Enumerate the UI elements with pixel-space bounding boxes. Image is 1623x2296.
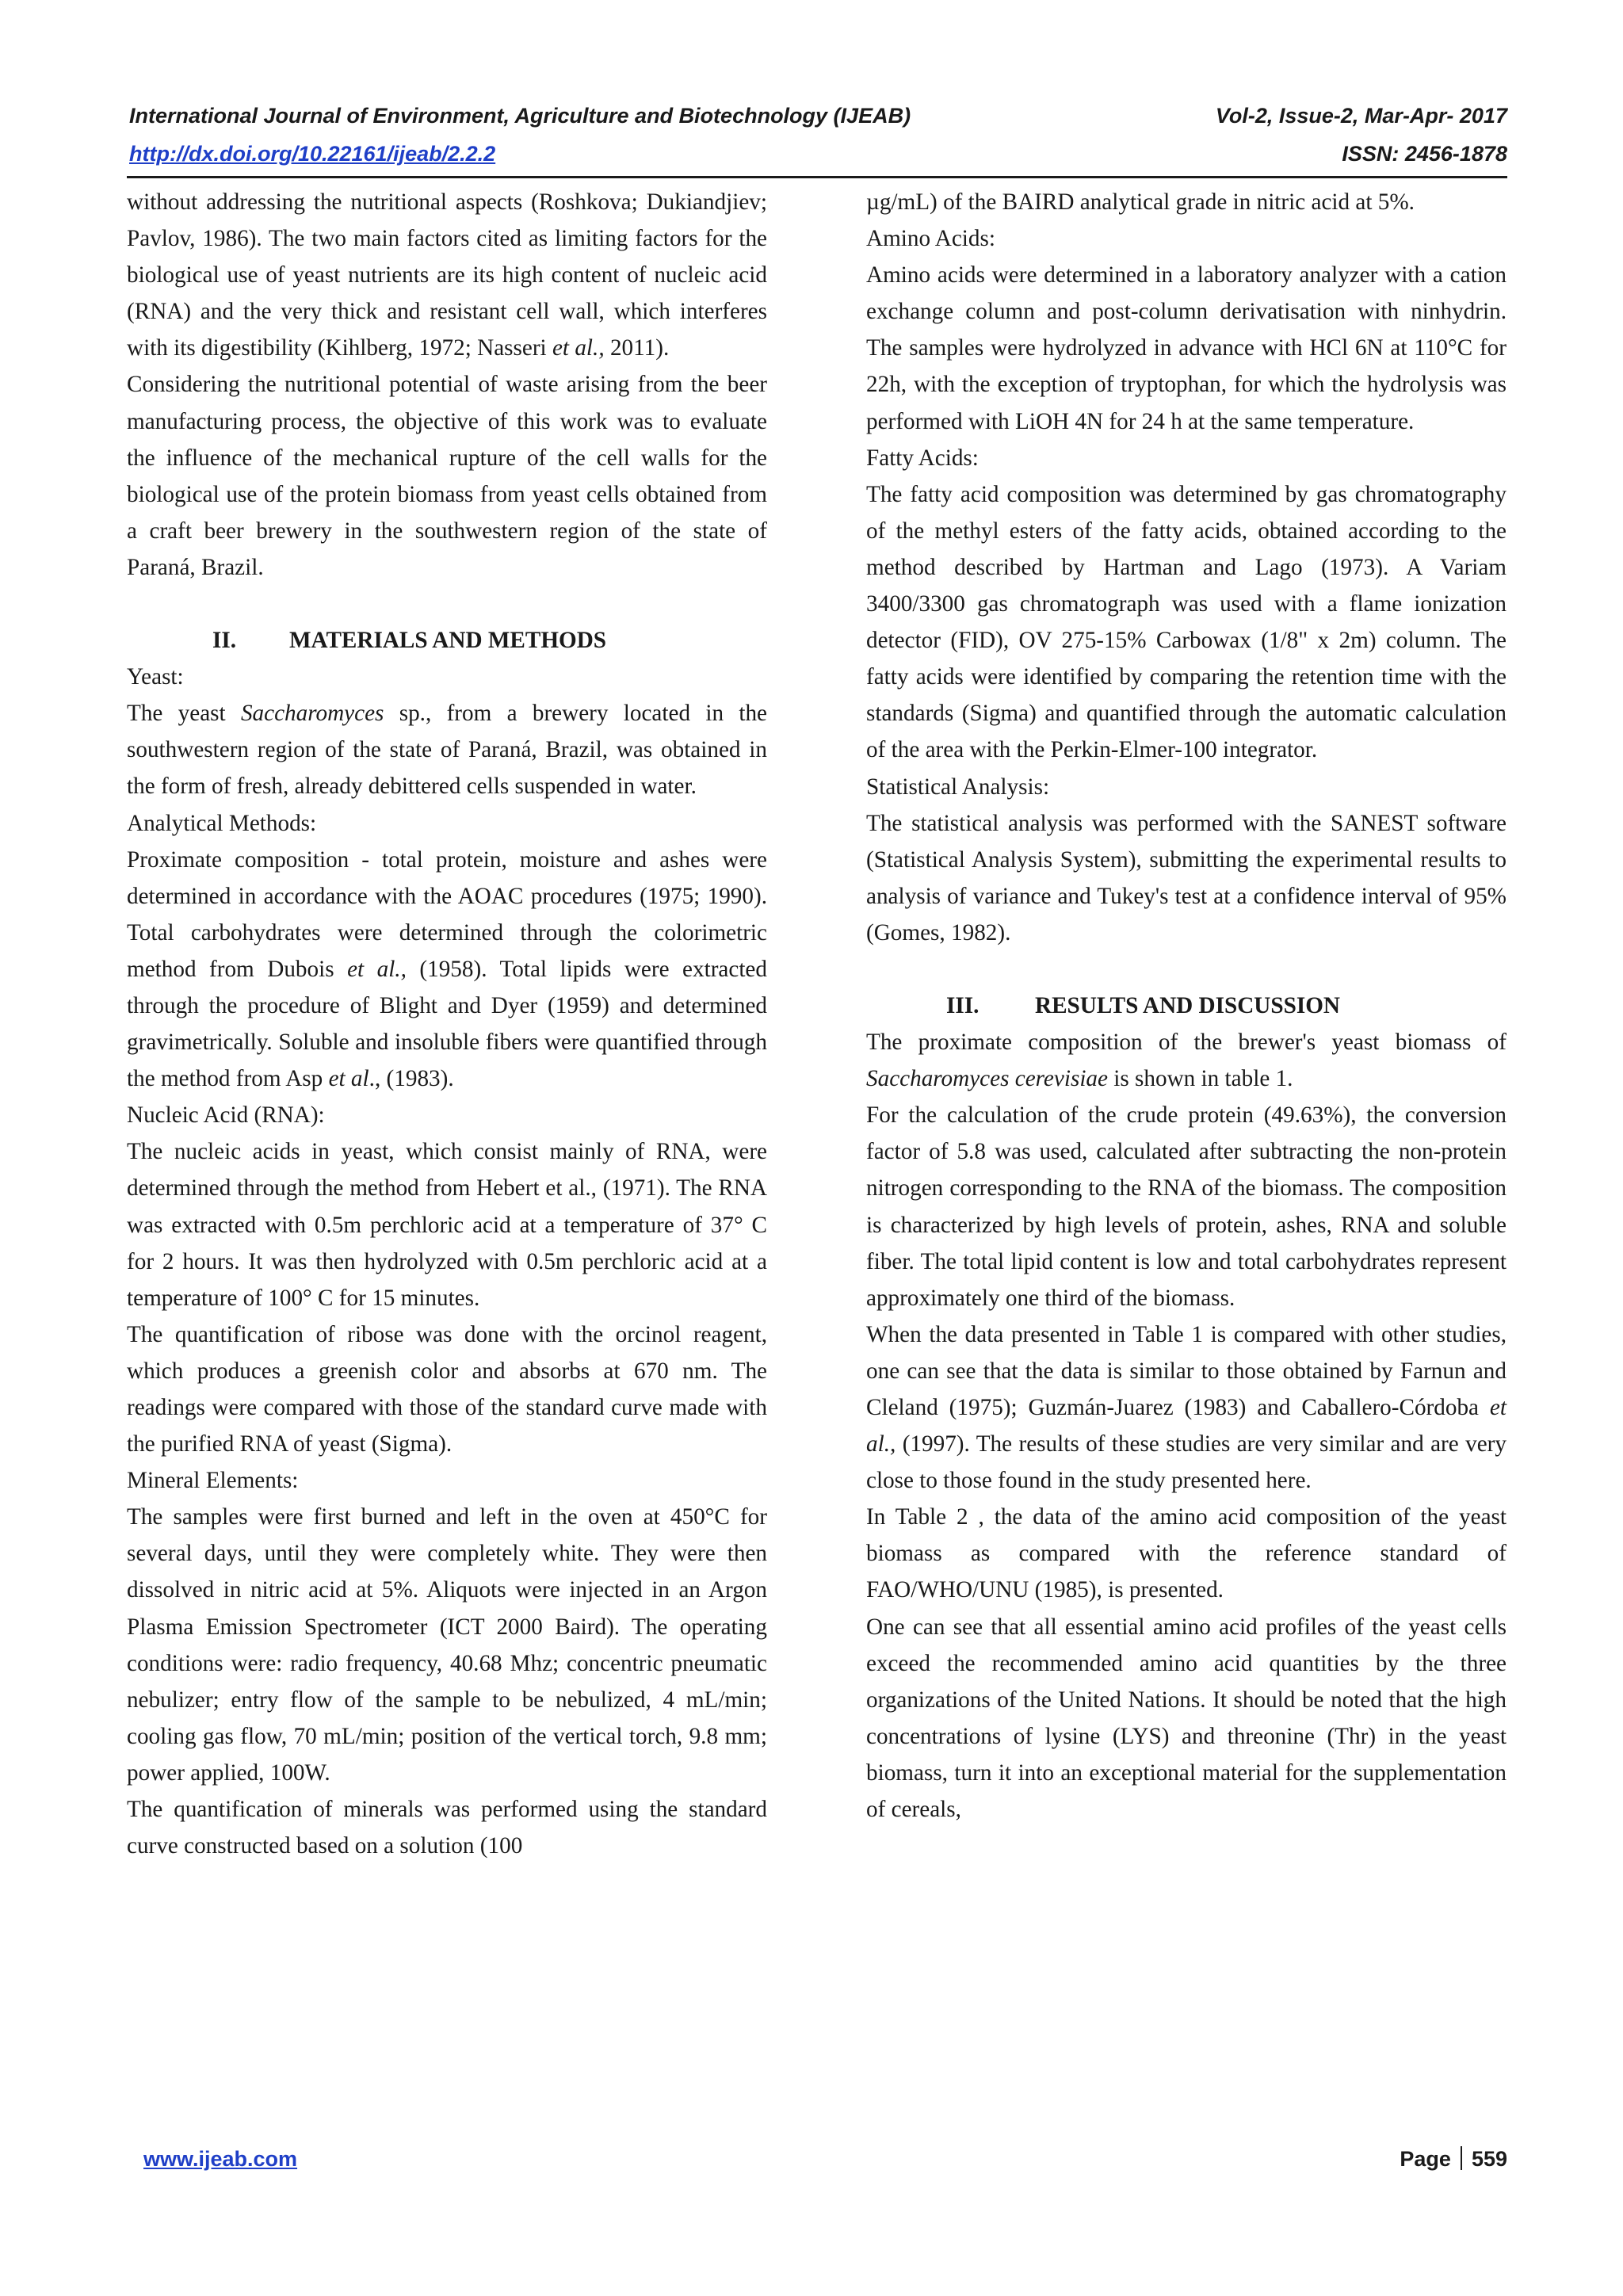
subheading-fatty-acids: Fatty Acids: [866, 445, 979, 471]
paragraph-results-3: When the data presented in Table 1 is compared with other studies, one can see that the data is similar to those obtained by Farnun and Cleland (1975); Guzmán-Juarez (1983) and Caballero-Córdoba et al., (1997). The results of these studies are very similar and are very close to those found in the study presented here. [866, 1321, 1507, 1494]
doi-link[interactable]: http://dx.doi.org/10.22161/ijeab/2.2.2 [129, 142, 496, 166]
page-separator [1461, 2146, 1462, 2170]
paragraph-ribose: The quantification of ribose was done with the orcinol reagent, which produces a greenish color and absorbs at 670 nm. The readings were compared with those of the standard curve made with the purified RNA of yeast (Sigma). [127, 1321, 767, 1457]
paragraph-amino-acids: Amino acids were determined in a laboratory analyzer with a cation exchange column and post-column derivatisation with ninhydrin. The samples were hydrolyzed in advance with HCl 6N at 110°C for 22h, with the exception of tryptophan, for which the hydrolysis was performed with LiOH 4N for 24 h at the same temperature. [866, 262, 1507, 434]
section-heading-materials-methods: II. MATERIALS AND METHODS [212, 628, 607, 654]
section-heading-results-discussion: III. RESULTS AND DISCUSSION [946, 992, 1340, 1018]
volume-issue: Vol-2, Issue-2, Mar-Apr- 2017 [1215, 104, 1507, 128]
paragraph-results-4: In Table 2 , the data of the amino acid composition of the yeast biomass as compared with the reference standard of FAO/WHO/UNU (1985), is presented. [866, 1504, 1507, 1603]
subheading-nucleic-acid: Nucleic Acid (RNA): [127, 1102, 325, 1129]
paragraph-intro-2: Considering the nutritional potential of waste arising from the beer manufacturing process, the objective of this work was to evaluate the influence of the mechanical rupture of the cell walls for the biological use of the protein biomass from yeast cells obtained from a craft beer brewery in the southwestern region of the state of Paraná, Brazil. [127, 372, 767, 580]
paragraph-results-5: One can see that all essential amino acid profiles of the yeast cells exceed the recommended amino acid quantities by the three organizations of the United Nations. It should be noted that the high concentrations of lysine (LYS) and threonine (Thr) in the yeast biomass, turn it into an exceptional material for the supplementation of cereals, [866, 1614, 1507, 1823]
page-number: 559 [1471, 2147, 1507, 2171]
paragraph-rna-extraction: The nucleic acids in yeast, which consist mainly of RNA, were determined through the method from Hebert et al., (1971). The RNA was extracted with 0.5m perchloric acid at a temperature of 37° C for 2 hours. It was then hydrolyzed with 0.5m perchloric acid at a temperature of 100° C for 15 minutes. [127, 1139, 767, 1311]
left-column [127, 184, 767, 1864]
website-link[interactable]: www.ijeab.com [143, 2147, 298, 2171]
paragraph-intro-1: without addressing the nutritional aspects (Roshkova; Dukiandjiev; Pavlov, 1986). The two main factors cited as limiting factors for the biological use of yeast nutrients are its high content of nucleic acid (RNA) and the very thick and resistant cell wall, which interferes with its digestibility (Kihlberg, 1972; Nasseri et al., 2011). [127, 189, 767, 361]
page-indicator: Page 559 [1400, 2147, 1507, 2171]
paragraph-mineral-method: The samples were first burned and left in the oven at 450°C for several days, until they were completely white. They were then dissolved in nitric acid at 5%. Aliquots were injected in an Argon Plasma Emission Spectrometer (ICT 2000 Baird). The operating conditions were: radio frequency, 40.68 Mhz; concentric pneumatic nebulizer; entry flow of the sample to be nebulized, 4 mL/min; cooling gas flow, 70 mL/min; position of the vertical torch, 9.8 mm; power applied, 100W. [127, 1504, 767, 1786]
subheading-yeast: Yeast: [127, 664, 184, 690]
paragraph-mineral-cont: µg/mL) of the BAIRD analytical grade in nitric acid at 5%. [866, 189, 1415, 215]
subheading-mineral-elements: Mineral Elements: [127, 1468, 299, 1494]
paragraph-results-1: The proximate composition of the brewer's yeast biomass of Saccharomyces cerevisiae is shown in table 1. [866, 1030, 1507, 1092]
paragraph-results-2: For the calculation of the crude protein (49.63%), the conversion factor of 5.8 was used, calculated after subtracting the non-protein nitrogen corresponding to the RNA of the biomass. The composition is characterized by high levels of protein, ashes, RNA and soluble fiber. The total lipid content is low and total carbohydrates represent approximately one third of the biomass. [866, 1102, 1507, 1311]
journal-title: International Journal of Environment, Agriculture and Biotechnology (IJEAB) [129, 104, 911, 128]
paragraph-proximate: Proximate composition - total protein, moisture and ashes were determined in accordance with the AOAC procedures (1975; 1990). Total carbohydrates were determined through the colorimetric method from Dubois et al., (1958). Total lipids were extracted through the procedure of Blight and Dyer (1959) and determined gravimetrically. Soluble and insoluble fibers were quantified through the method from Asp et al., (1983). [127, 846, 767, 1092]
paragraph-statistics: The statistical analysis was performed with the SANEST software (Statistical Analysis System), submitting the experimental results to analysis of variance and Tukey's test at a confidence interval of 95% (Gomes, 1982). [866, 810, 1507, 946]
right-column [866, 184, 1507, 1828]
subheading-amino-acids: Amino Acids: [866, 226, 995, 252]
issn: ISSN: 2456-1878 [1342, 142, 1507, 166]
paragraph-fatty-acids: The fatty acid composition was determined by gas chromatography of the methyl esters of the fatty acids, obtained according to the method described by Hartman and Lago (1973). A Variam 3400/3300 gas chromatograph was used with a flame ionization detector (FID), OV 275-15% Carbowax (1/8" x 2m) column. The fatty acids were identified by comparing the retention time with the standards (Sigma) and quantified through the automatic calculation of the area with the Perkin-Elmer-100 integrator. [866, 481, 1507, 763]
subheading-statistical-analysis: Statistical Analysis: [866, 774, 1050, 800]
subheading-analytical-methods: Analytical Methods: [127, 810, 317, 836]
paragraph-mineral-quant: The quantification of minerals was performed using the standard curve constructed based on a solution (100 [127, 1797, 767, 1859]
header-rule [127, 176, 1507, 178]
paragraph-yeast: The yeast Saccharomyces sp., from a brewery located in the southwestern region of the state of Paraná, Brazil, was obtained in the form of fresh, already debittered cells suspended in water. [127, 701, 767, 800]
